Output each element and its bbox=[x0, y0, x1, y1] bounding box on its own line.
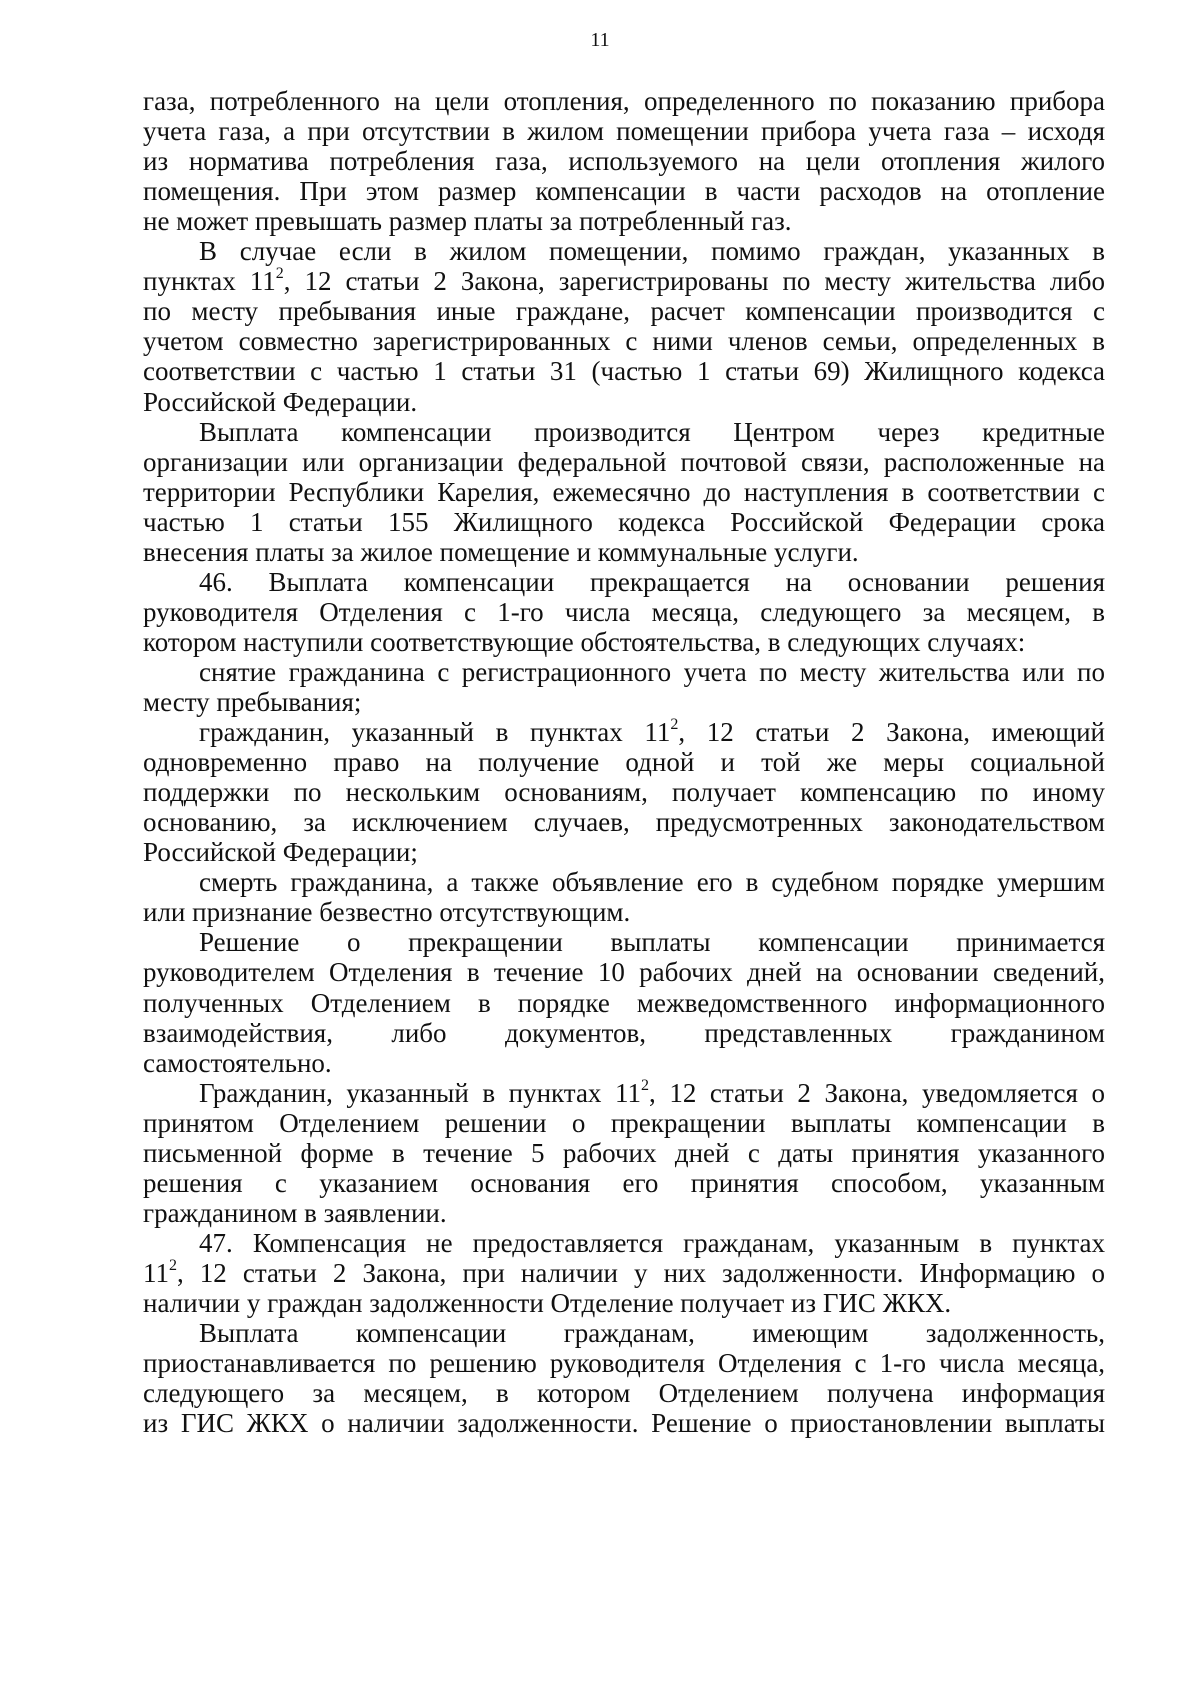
text-line bbox=[199, 567, 1105, 598]
text-line bbox=[143, 1198, 1105, 1229]
line-text: Гражданин, указанный в пунктах 11 bbox=[199, 1078, 641, 1108]
text-line bbox=[143, 777, 1105, 808]
line-text: поддержки по нескольким основаниям, получает компенсацию по иному bbox=[143, 777, 1105, 807]
text-line bbox=[143, 1018, 1105, 1049]
line-text: руководителем Отделения в течение 10 рабочих дней на основании сведений, bbox=[143, 957, 1105, 987]
superscript: 2 bbox=[275, 266, 284, 282]
text-line bbox=[143, 146, 1105, 177]
text-line bbox=[143, 687, 1105, 718]
line-text: следующего за месяцем, в котором Отделением получена информация bbox=[143, 1378, 1105, 1408]
text-line bbox=[143, 807, 1105, 838]
text-line bbox=[143, 387, 1105, 418]
text-line bbox=[199, 1318, 1105, 1349]
superscript: 2 bbox=[169, 1258, 177, 1274]
line-text: снятие гражданина с регистрационного учета по месту жительства или по bbox=[199, 657, 1105, 687]
line-text: взаимодействия, либо документов, представленных гражданином bbox=[143, 1018, 1105, 1048]
text-line bbox=[143, 296, 1105, 327]
text-line bbox=[143, 627, 1105, 658]
text-line bbox=[143, 988, 1105, 1019]
line-text: письменной форме в течение 5 рабочих дней с даты принятия указанного bbox=[143, 1138, 1105, 1168]
line-text-after: , 12 статьи 2 Закона, имеющий bbox=[678, 717, 1105, 747]
line-text: из ГИС ЖКХ о наличии задолженности. Решение о приостановлении выплаты bbox=[143, 1408, 1105, 1438]
text-line bbox=[143, 176, 1105, 207]
text-line bbox=[199, 1228, 1105, 1259]
text-line bbox=[143, 507, 1105, 538]
text-line bbox=[143, 1408, 1105, 1439]
superscript: 2 bbox=[641, 1078, 649, 1094]
text-line bbox=[143, 477, 1105, 508]
text-line bbox=[199, 927, 1105, 958]
line-text: полученных Отделением в порядке межведомственного информационного bbox=[143, 988, 1105, 1018]
text-line bbox=[199, 417, 1105, 448]
line-text: 11 bbox=[143, 1258, 169, 1288]
line-text: территории Республики Карелия, ежемесячно до наступления в соответствии с bbox=[143, 477, 1105, 507]
text-line bbox=[143, 326, 1105, 357]
text-line bbox=[143, 116, 1105, 147]
line-text: частью 1 статьи 155 Жилищного кодекса Российской Федерации срока bbox=[143, 507, 1105, 537]
line-text: месту пребывания; bbox=[143, 687, 362, 717]
line-text: соответствии с частью 1 статьи 31 (частью 1 статьи 69) Жилищного кодекса bbox=[143, 356, 1105, 386]
line-text: Решение о прекращении выплаты компенсации принимается bbox=[199, 927, 1105, 957]
text-line bbox=[143, 747, 1105, 778]
text-line bbox=[143, 957, 1105, 988]
line-text: учета газа, а при отсутствии в жилом помещении прибора учета газа – исходя bbox=[143, 116, 1105, 146]
line-text: или признание безвестно отсутствующим. bbox=[143, 897, 631, 927]
line-text: гражданином в заявлении. bbox=[143, 1198, 447, 1228]
line-text: газа, потребленного на цели отопления, определенного по показанию прибора bbox=[143, 86, 1105, 116]
text-line bbox=[143, 206, 1105, 237]
line-text: не может превышать размер платы за потребленный газ. bbox=[143, 206, 792, 236]
line-text-after: , 12 статьи 2 Закона, при наличии у них задолженности. Информацию о bbox=[177, 1258, 1105, 1288]
line-text: приостанавливается по решению руководителя Отделения с 1-го числа месяца, bbox=[143, 1348, 1105, 1378]
line-text: решения с указанием основания его принятия способом, указанным bbox=[143, 1168, 1105, 1198]
text-line bbox=[199, 867, 1105, 898]
text-line bbox=[199, 236, 1105, 267]
text-line bbox=[143, 537, 1105, 568]
line-text-after: , 12 статьи 2 Закона, уведомляется о bbox=[649, 1078, 1105, 1108]
line-text: наличии у граждан задолженности Отделение получает из ГИС ЖКХ. bbox=[143, 1288, 952, 1318]
text-line bbox=[143, 837, 1105, 868]
superscript: 2 bbox=[670, 717, 679, 733]
line-text-after: , 12 статьи 2 Закона, зарегистрированы по месту жительства либо bbox=[283, 266, 1105, 296]
text-line bbox=[199, 657, 1105, 688]
line-text: из норматива потребления газа, используемого на цели отопления жилого bbox=[143, 146, 1105, 176]
text-line bbox=[143, 1168, 1105, 1199]
text-line bbox=[199, 717, 1105, 748]
text-line bbox=[143, 86, 1105, 117]
text-line bbox=[143, 1348, 1105, 1379]
line-text: руководителя Отделения с 1-го числа месяца, следующего за месяцем, в bbox=[143, 597, 1105, 627]
text-line bbox=[143, 597, 1105, 628]
line-text: В случае если в жилом помещении, помимо граждан, указанных в bbox=[199, 236, 1105, 266]
text-line bbox=[143, 356, 1105, 387]
line-text: смерть гражданина, а также объявление его в судебном порядке умершим bbox=[199, 867, 1105, 897]
line-text: принятом Отделением решении о прекращении выплаты компенсации в bbox=[143, 1108, 1105, 1138]
line-text: одновременно право на получение одной и той же меры социальной bbox=[143, 747, 1105, 777]
text-line bbox=[143, 1258, 1105, 1289]
line-text: Выплата компенсации гражданам, имеющим задолженность, bbox=[199, 1318, 1105, 1348]
line-text: Российской Федерации; bbox=[143, 837, 418, 867]
line-text: Российской Федерации. bbox=[143, 387, 418, 417]
line-text: пунктах 11 bbox=[143, 266, 276, 296]
text-line bbox=[143, 1138, 1105, 1169]
text-line bbox=[143, 447, 1105, 478]
text-line bbox=[143, 1048, 1105, 1079]
text-line bbox=[143, 1108, 1105, 1139]
line-text: самостоятельно. bbox=[143, 1048, 332, 1078]
line-text: 47. Компенсация не предоставляется гражданам, указанным в пунктах bbox=[199, 1228, 1105, 1258]
line-text: котором наступили соответствующие обстоятельства, в следующих случаях: bbox=[143, 627, 1026, 657]
text-line bbox=[143, 897, 1105, 928]
line-text: гражданин, указанный в пунктах 11 bbox=[199, 717, 671, 747]
text-line bbox=[143, 1378, 1105, 1409]
line-text: учетом совместно зарегистрированных с ними членов семьи, определенных в bbox=[143, 326, 1105, 356]
text-line bbox=[143, 266, 1105, 297]
line-text: Выплата компенсации производится Центром через кредитные bbox=[199, 417, 1105, 447]
line-text: внесения платы за жилое помещение и коммунальные услуги. bbox=[143, 537, 859, 567]
line-text: организации или организации федеральной почтовой связи, расположенные на bbox=[143, 447, 1105, 477]
text-line bbox=[143, 1288, 1105, 1319]
line-text: по месту пребывания иные граждане, расчет компенсации производится с bbox=[143, 296, 1105, 326]
text-line bbox=[199, 1078, 1105, 1109]
line-text: основанию, за исключением случаев, предусмотренных законодательством bbox=[143, 807, 1105, 837]
line-text: 46. Выплата компенсации прекращается на основании решения bbox=[199, 567, 1105, 597]
line-text: помещения. При этом размер компенсации в части расходов на отопление bbox=[143, 176, 1105, 206]
page-number: 11 bbox=[590, 29, 610, 51]
